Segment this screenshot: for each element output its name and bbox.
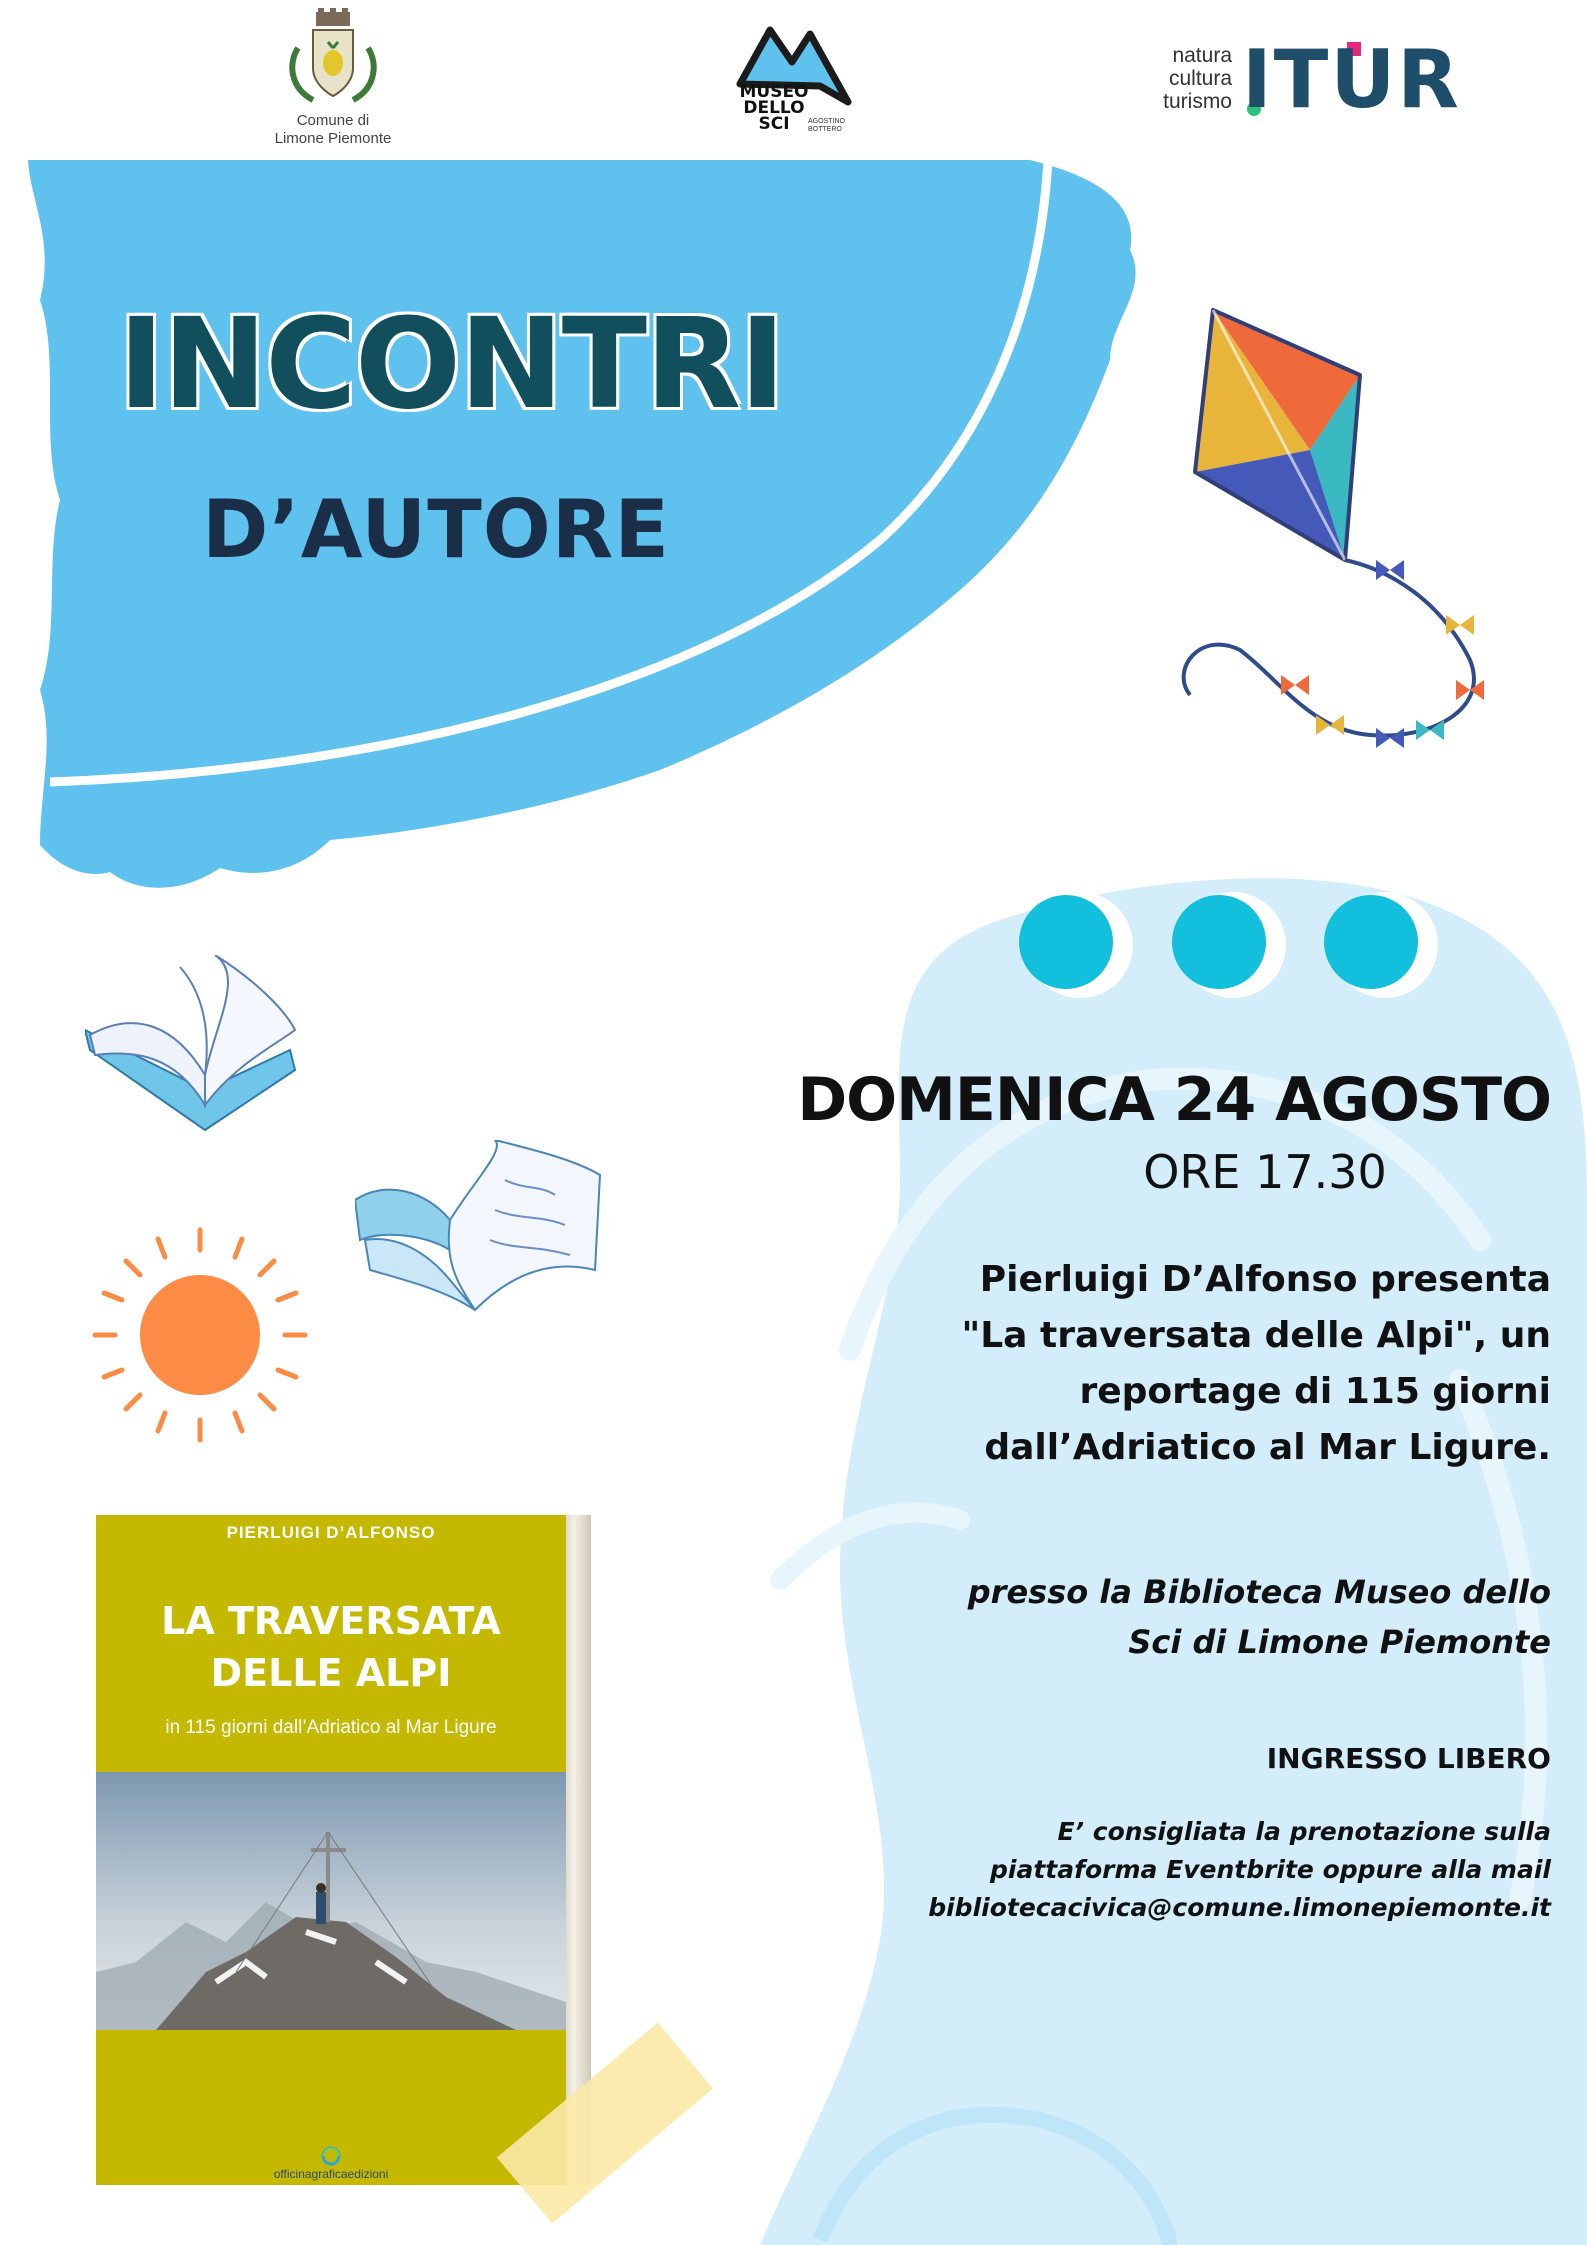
- event-venue: [968, 1567, 1551, 1667]
- book-cover: [96, 1515, 591, 2185]
- event-time: ORE 17.30: [1143, 1145, 1387, 1199]
- itur-side-1: natura: [1172, 44, 1232, 67]
- open-book-icon: [85, 955, 295, 1130]
- museo-small-text: AGOSTINO BOTTERO: [808, 118, 845, 133]
- title-d-autore: D’AUTORE: [202, 483, 671, 576]
- event-date: DOMENICA 24 AGOSTO: [797, 1065, 1551, 1135]
- venue-line-1: presso la Biblioteca Museo dello: [967, 1573, 1551, 1611]
- itur-logo: [1140, 33, 1470, 130]
- publisher-logo-icon: [320, 2145, 342, 2167]
- comune-logo: [258, 8, 408, 148]
- book-title: [96, 1595, 566, 1699]
- decor-dots: [1019, 892, 1438, 998]
- book-subtitle: in 115 giorni dall’Adriatico al Mar Ligure: [165, 1717, 497, 1738]
- title-incontri: INCONTRI: [118, 292, 784, 437]
- museo-logo: [730, 22, 860, 142]
- itur-wordmark: ITUR: [1242, 33, 1461, 126]
- description-line-1: Pierluigi D’Alfonso presenta: [979, 1259, 1551, 1300]
- description-line-3: reportage di 115 giorni: [1079, 1371, 1551, 1412]
- kite-illustration: [1180, 300, 1510, 760]
- flipping-pages-icon: [355, 1140, 600, 1310]
- description-line-4: dall’Adriatico al Mar Ligure.: [984, 1427, 1551, 1468]
- event-description: [961, 1252, 1551, 1476]
- book-title-line-1: LA TRAVERSATA: [161, 1599, 501, 1643]
- book-publisher: [96, 2145, 566, 2181]
- pages-illustration: [355, 1140, 605, 1315]
- coat-of-arms-icon: [258, 8, 408, 108]
- comune-caption-1: Comune di: [296, 112, 370, 129]
- museo-text-3: SCI: [758, 114, 790, 134]
- kite-icon: [1195, 310, 1360, 560]
- kite-bows-icon: [1281, 560, 1484, 748]
- sun-illustration: [90, 1225, 310, 1445]
- description-line-2: "La traversata delle Alpi", un: [961, 1315, 1551, 1356]
- museo-text-2: DELLO: [743, 98, 805, 118]
- contact-email[interactable]: bibliotecacivica@comune.limonepiemonte.it: [928, 1893, 1551, 1922]
- entry-info: INGRESSO LIBERO: [1266, 1742, 1551, 1775]
- note-line-1: E’ consigliata la prenotazione sulla: [1057, 1817, 1551, 1846]
- venue-line-2: Sci di Limone Piemonte: [1128, 1623, 1551, 1661]
- comune-caption-2: Limone Piemonte: [274, 130, 392, 147]
- museo-text-1: MUSEO: [739, 82, 809, 102]
- book-author: PIERLUIGI D’ALFONSO: [226, 1523, 436, 1542]
- open-book-illustration: [85, 955, 315, 1135]
- kite-string: [1184, 560, 1474, 736]
- publisher-name: officinagraficaedizioni: [273, 2167, 389, 2181]
- sun-icon: [95, 1230, 305, 1440]
- book-title-line-2: DELLE ALPI: [210, 1651, 452, 1695]
- book-cover-photo: [96, 1772, 566, 2030]
- note-line-2: piattaforma Eventbrite oppure alla mail: [990, 1855, 1551, 1884]
- itur-side-3: turismo: [1163, 90, 1232, 113]
- itur-side-2: cultura: [1168, 67, 1232, 90]
- booking-note: [928, 1813, 1551, 1927]
